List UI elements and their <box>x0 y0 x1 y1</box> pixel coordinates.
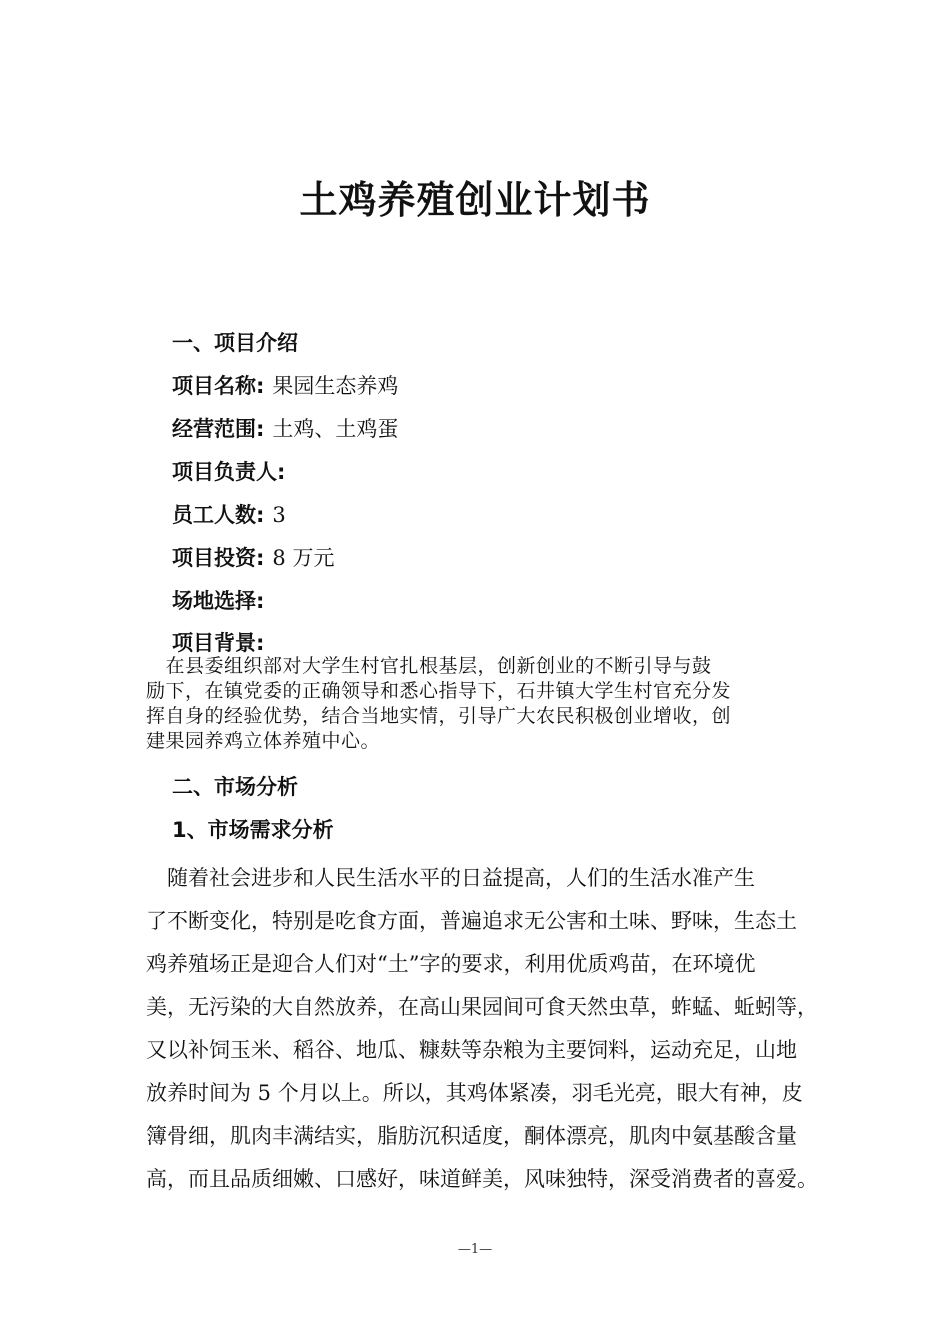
field-site-selection <box>172 586 272 616</box>
field-label: 项目背景: <box>172 631 265 655</box>
paragraph-line: 簿骨细，肌肉丰满结实，脂肪沉积适度，酮体漂亮，肌肉中氨基酸含量 <box>146 1124 797 1148</box>
paragraph-line: 励下，在镇党委的正确领导和悉心指导下，石井镇大学生村官充分发 <box>146 680 732 702</box>
field-staff-count <box>172 500 286 530</box>
page-number: —1— <box>457 1242 493 1257</box>
subsection-heading-demand: 1、市场需求分析 <box>172 818 334 842</box>
paragraph-line: 了不断变化，特别是吃食方面，普遍追求无公害和土味、野味，生态土 <box>146 909 797 933</box>
paragraph-line: 随着社会进步和人民生活水平的日益提高，人们的生活水准产生 <box>146 866 755 890</box>
paragraph-line: 美，无污染的大自然放养，在高山果园间可食天然虫草，蚱蜢、蚯蚓等， <box>146 995 818 1019</box>
paragraph-line: 高，而且品质细嫩、口感好，味道鲜美，风味独特，深受消费者的喜爱。 <box>146 1167 818 1191</box>
background-paragraph <box>146 654 808 754</box>
field-label: 场地选择: <box>172 589 265 613</box>
field-label: 经营范围: <box>172 417 265 441</box>
section-heading-project-intro: 一、项目介绍 <box>172 331 298 355</box>
field-value: 8 万元 <box>272 546 335 570</box>
field-business-scope <box>172 414 398 444</box>
field-investment <box>172 543 334 573</box>
paragraph-line: 建果园养鸡立体养殖中心。 <box>146 730 381 752</box>
market-demand-paragraph <box>146 857 818 1201</box>
field-label: 项目负责人: <box>172 460 286 484</box>
field-value: 果园生态养鸡 <box>272 374 399 398</box>
paragraph-line: 在县委组织部对大学生村官扎根基层，创新创业的不断引导与鼓 <box>146 655 712 677</box>
paragraph-line: 又以补饲玉米、稻谷、地瓜、糠麸等杂粮为主要饲料，运动充足，山地 <box>146 1038 797 1062</box>
paragraph-line: 放养时间为 5 个月以上。所以，其鸡体紧凑，羽毛光亮，眼大有神，皮 <box>146 1081 803 1105</box>
paragraph-line: 鸡养殖场正是迎合人们对“土”字的要求，利用优质鸡苗，在环境优 <box>146 952 756 976</box>
field-project-leader <box>172 457 293 487</box>
field-project-name <box>172 371 398 401</box>
field-value: 土鸡、土鸡蛋 <box>272 417 399 441</box>
section-heading-market-analysis: 二、市场分析 <box>172 775 298 799</box>
field-label: 项目投资: <box>172 546 265 570</box>
document-title: 土鸡养殖创业计划书 <box>299 178 651 222</box>
field-label: 项目名称: <box>172 374 265 398</box>
field-value: 3 <box>272 503 286 527</box>
field-label: 员工人数: <box>172 503 265 527</box>
paragraph-line: 挥自身的经验优势，结合当地实情，引导广大农民积极创业增收，创 <box>146 705 732 727</box>
